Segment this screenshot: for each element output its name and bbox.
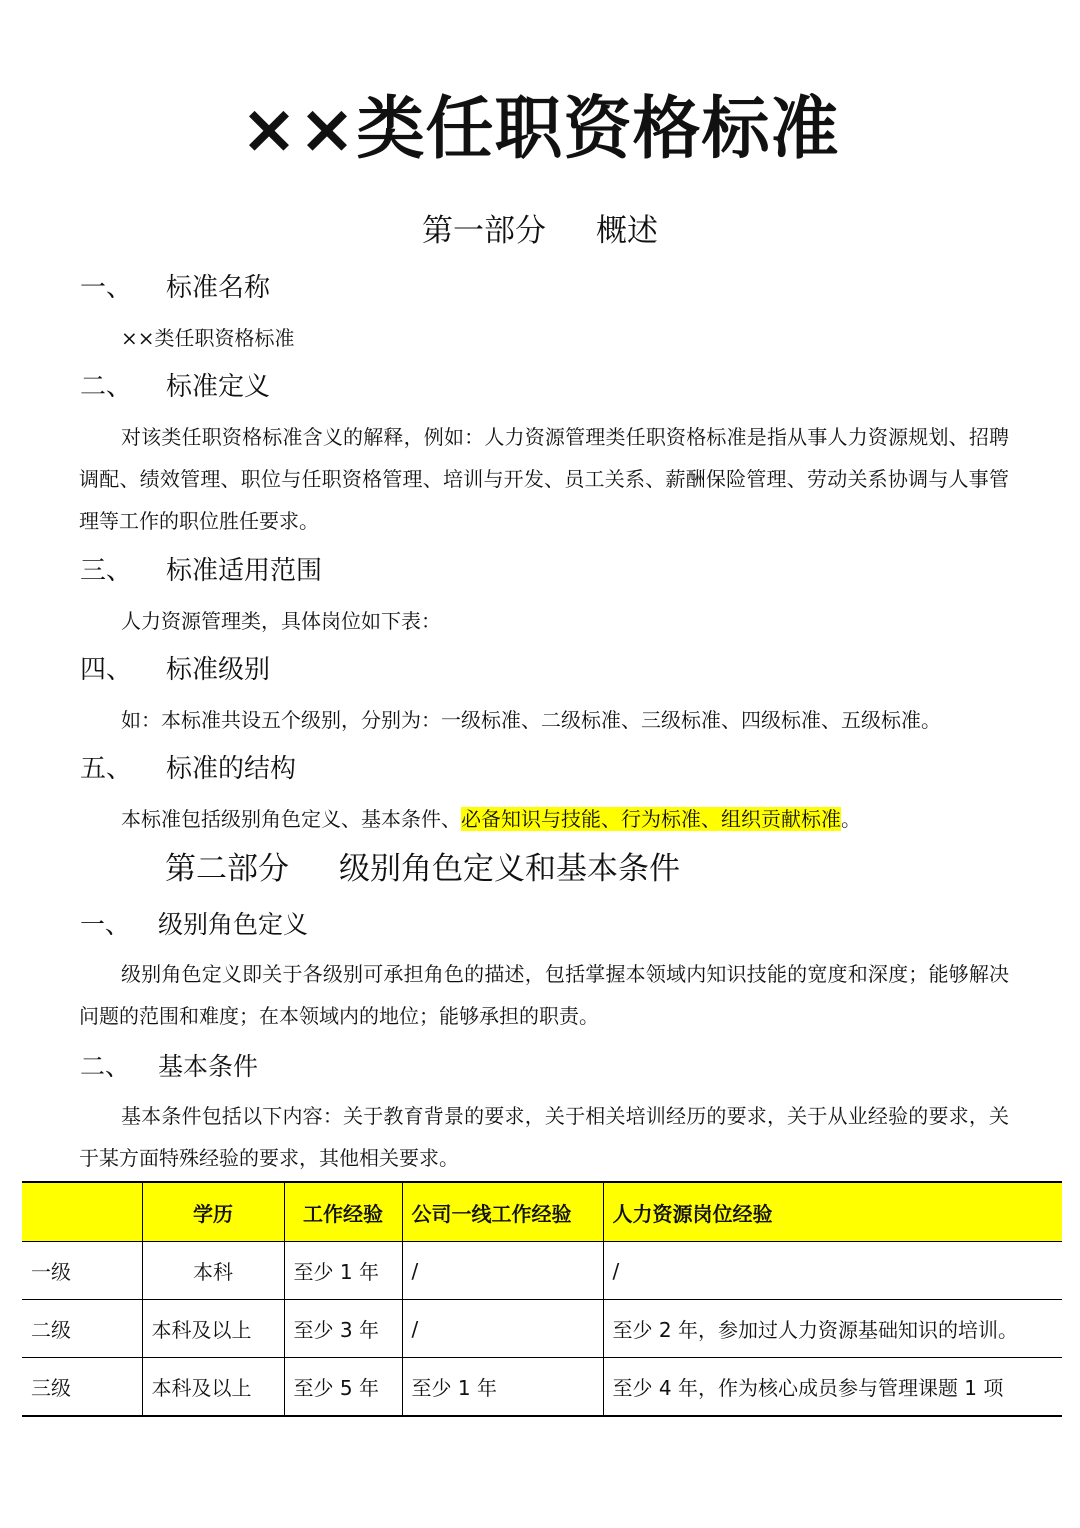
section-body-role-definition: 级别角色定义即关于各级别可承担角色的描述，包括掌握本领域内知识技能的宽度和深度；能够解决问题的范围和难度；在本领域内的地位；能够承担的职责。 bbox=[79, 962, 1009, 1028]
table-header-row bbox=[22, 1182, 1062, 1242]
section-heading-basic-conditions bbox=[80, 1047, 258, 1087]
section-number: 四、 bbox=[80, 655, 133, 685]
structure-text-end: 。 bbox=[841, 807, 861, 831]
part-two-heading bbox=[165, 846, 680, 892]
table-row bbox=[22, 1358, 1062, 1417]
section-title: 标准级别 bbox=[166, 655, 271, 685]
section-title: 标准适用范围 bbox=[166, 556, 323, 586]
section-body-scope: 人力资源管理类，具体岗位如下表： bbox=[121, 609, 441, 633]
part-one-heading bbox=[0, 208, 1080, 254]
table-cell: / bbox=[402, 1242, 603, 1300]
section-title: 级别角色定义 bbox=[158, 910, 309, 939]
table-cell: 本科 bbox=[142, 1242, 284, 1300]
section-number: 二、 bbox=[80, 1052, 131, 1081]
table-header-cell: 公司一线工作经验 bbox=[402, 1182, 603, 1242]
part-one-label: 第一部分 bbox=[422, 213, 546, 249]
section-body-standard-name: ××类任职资格标准 bbox=[121, 326, 295, 350]
section-heading-structure bbox=[80, 749, 296, 789]
section-heading-levels bbox=[80, 650, 270, 690]
table-cell: 至少 5 年 bbox=[284, 1358, 402, 1417]
section-title: 标准的结构 bbox=[166, 754, 297, 784]
section-body-basic-conditions: 基本条件包括以下内容：关于教育背景的要求，关于相关培训经历的要求，关于从业经验的要求，关于某方面特殊经验的要求，其他相关要求。 bbox=[79, 1104, 1009, 1170]
part-two-label: 第二部分 bbox=[165, 851, 289, 887]
table-row bbox=[22, 1242, 1062, 1300]
highlighted-text: 必备知识与技能、行为标准、组织贡献标准 bbox=[461, 807, 841, 831]
section-number: 五、 bbox=[80, 754, 133, 784]
section-body-standard-definition: 对该类任职资格标准含义的解释，例如：人力资源管理类任职资格标准是指从事人力资源规划、招聘调配、绩效管理、职位与任职资格管理、培训与开发、员工关系、薪酬保险管理、劳动关系协调与人事管理等工作的职位胜任要求。 bbox=[79, 425, 1009, 533]
table-header-cell: 人力资源岗位经验 bbox=[603, 1182, 1062, 1242]
section-number: 一、 bbox=[80, 273, 133, 303]
section-body-levels: 如：本标准共设五个级别，分别为：一级标准、二级标准、三级标准、四级标准、五级标准。 bbox=[121, 708, 941, 732]
table-cell: 一级 bbox=[22, 1242, 142, 1300]
table-header-cell bbox=[22, 1182, 142, 1242]
table-cell: 至少 1 年 bbox=[284, 1242, 402, 1300]
section-title: 标准定义 bbox=[166, 372, 271, 402]
table-cell: 三级 bbox=[22, 1358, 142, 1417]
section-body-structure bbox=[79, 798, 1009, 840]
document-title: ××类任职资格标准 bbox=[240, 90, 840, 169]
structure-text: 本标准包括级别角色定义、基本条件、 bbox=[121, 807, 461, 831]
table-cell: / bbox=[402, 1300, 603, 1358]
table-cell: 本科及以上 bbox=[142, 1358, 284, 1417]
table-cell: 二级 bbox=[22, 1300, 142, 1358]
section-number: 二、 bbox=[80, 372, 133, 402]
section-number: 一、 bbox=[80, 910, 131, 939]
section-heading-standard-definition bbox=[80, 367, 270, 407]
table-cell: 至少 2 年，参加过人力资源基础知识的培训。 bbox=[603, 1300, 1062, 1358]
section-heading-standard-name bbox=[80, 268, 270, 308]
section-number: 三、 bbox=[80, 556, 133, 586]
table-cell: 至少 1 年 bbox=[402, 1358, 603, 1417]
qualification-table bbox=[22, 1181, 1062, 1417]
section-title: 基本条件 bbox=[158, 1052, 259, 1081]
table-cell: 本科及以上 bbox=[142, 1300, 284, 1358]
table-header-cell: 工作经验 bbox=[284, 1182, 402, 1242]
table-row bbox=[22, 1300, 1062, 1358]
table-cell: 至少 3 年 bbox=[284, 1300, 402, 1358]
table-cell: 至少 4 年，作为核心成员参与管理课题 1 项 bbox=[603, 1358, 1062, 1417]
section-heading-scope bbox=[80, 551, 322, 591]
table-cell: / bbox=[603, 1242, 1062, 1300]
part-one-name: 概述 bbox=[596, 213, 658, 249]
part-two-name: 级别角色定义和基本条件 bbox=[339, 851, 680, 887]
section-title: 标准名称 bbox=[166, 273, 271, 303]
section-heading-role-definition bbox=[80, 905, 308, 945]
table-header-cell: 学历 bbox=[142, 1182, 284, 1242]
